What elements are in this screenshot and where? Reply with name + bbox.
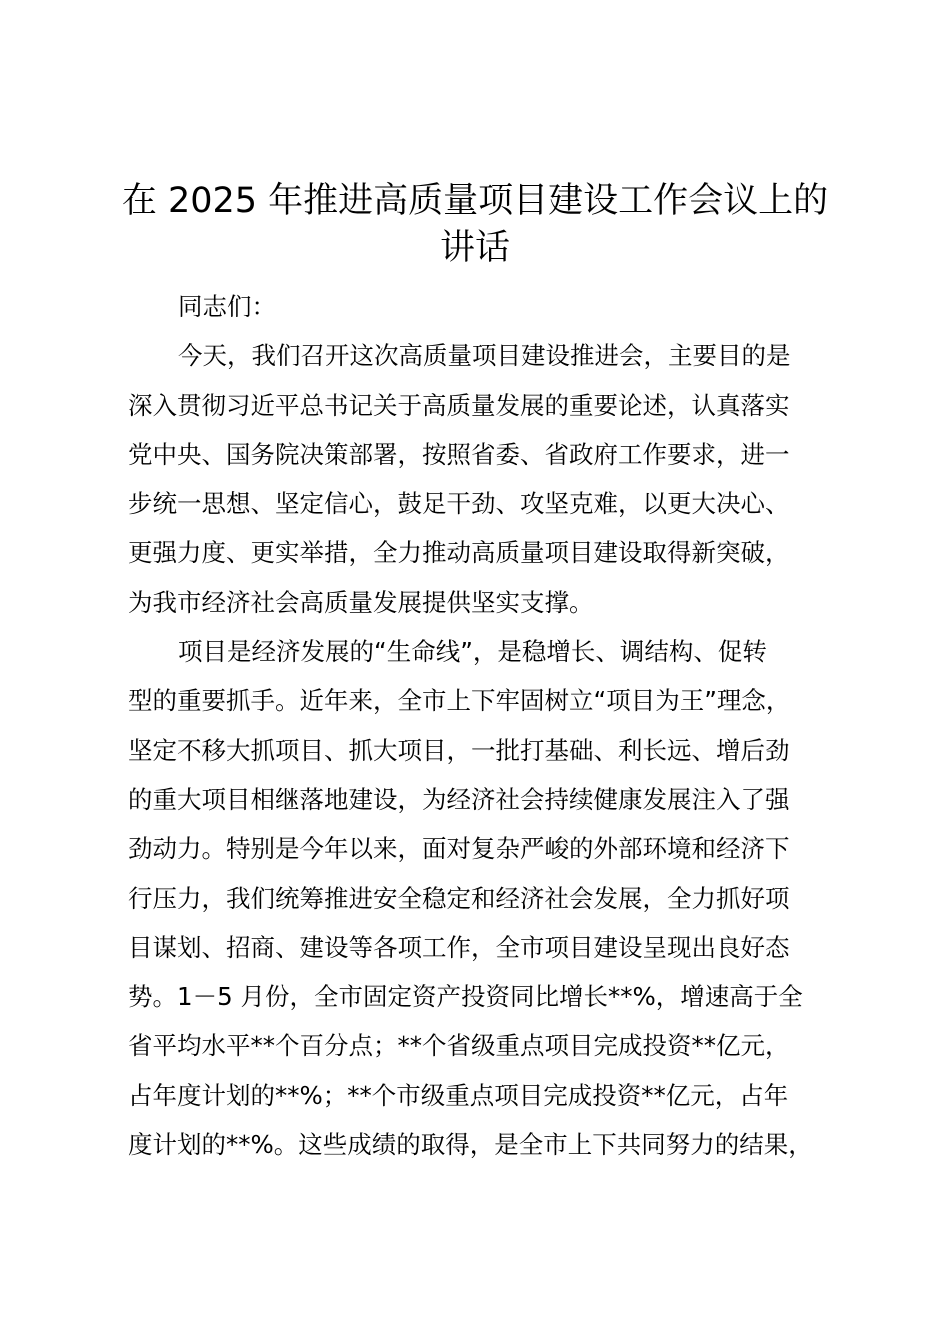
paragraph-2-line-8: 势。1－5 月份，全市固定资产投资同比增长**%，增速高于全 — [128, 982, 803, 1012]
paragraph-1-line-2: 深入贯彻习近平总书记关于高质量发展的重要论述，认真落实 — [128, 390, 790, 420]
paragraph-1-line-6: 为我市经济社会高质量发展提供坚实支撑。 — [128, 587, 594, 617]
paragraph-1 — [128, 331, 840, 627]
title-line-2: 讲话 — [439, 228, 510, 268]
title-line-1: 在 2025 年推进高质量项目建设工作会议上的 — [121, 181, 829, 221]
paragraph-2-line-9: 省平均水平**个百分点；**个省级重点项目完成投资**亿元， — [128, 1031, 790, 1061]
paragraph-2-line-2: 型的重要抓手。近年来，全市上下牢固树立“项目为王”理念， — [128, 686, 791, 716]
paragraph-2-line-6: 行压力，我们统筹推进安全稳定和经济社会发展，全力抓好项 — [128, 883, 790, 913]
paragraph-2 — [128, 627, 840, 1169]
paragraph-1-line-5: 更强力度、更实举措，全力推动高质量项目建设取得新突破， — [128, 538, 790, 568]
paragraph-1-line-1: 今天，我们召开这次高质量项目建设推进会，主要目的是 — [178, 341, 791, 371]
paragraph-2-line-10: 占年度计划的**%；**个市级重点项目完成投资**亿元，占年 — [128, 1080, 789, 1110]
document-title — [110, 178, 840, 272]
paragraph-2-line-7: 目谋划、招商、建设等各项工作，全市项目建设呈现出良好态 — [128, 932, 790, 962]
paragraph-2-line-11: 度计划的**%。这些成绩的取得，是全市上下共同努力的结果， — [128, 1130, 813, 1160]
paragraph-1-line-4: 步统一思想、坚定信心，鼓足干劲、攻坚克难，以更大决心、 — [128, 489, 790, 519]
document-body — [128, 282, 840, 1169]
salutation: 同志们： — [178, 292, 276, 321]
paragraph-1-line-3: 党中央、国务院决策部署，按照省委、省政府工作要求，进一 — [128, 439, 790, 469]
paragraph-2-line-5: 劲动力。特别是今年以来，面对复杂严峻的外部环境和经济下 — [128, 834, 790, 864]
paragraph-2-line-1: 项目是经济发展的“生命线”，是稳增长、调结构、促转 — [178, 637, 767, 667]
paragraph-2-line-4: 的重大项目相继落地建设，为经济社会持续健康发展注入了强 — [128, 784, 790, 814]
paragraph-2-line-3: 坚定不移大抓项目、抓大项目，一批打基础、利长远、增后劲 — [128, 735, 790, 765]
